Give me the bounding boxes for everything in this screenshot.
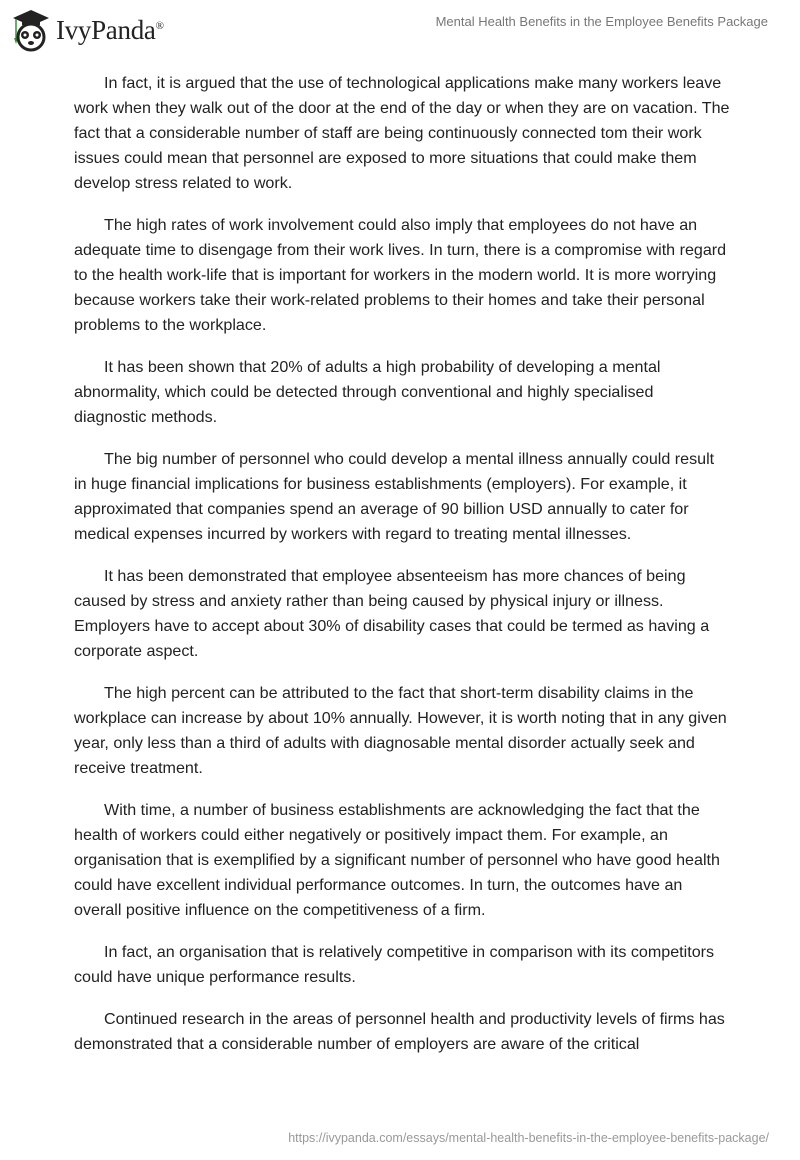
panda-graduate-icon <box>12 8 50 52</box>
paragraph: It has been demonstrated that employee absenteeism has more chances of being caused by stress and anxiety rather than being caused by physical injury or illness. Employers have to accept about 30% of disability cases that could be termed as having a corporate aspect. <box>74 567 710 660</box>
paragraph: The big number of personnel who could develop a mental illness annually could result in huge financial implications for business establishments (employers). For example, it approximated that companies spend an average of 90 billion USD annually to cater for medical expenses incurred by workers with regard to treating mental illnesses. <box>74 450 715 543</box>
paragraph: The high percent can be attributed to the fact that short-term disability claims in the workplace can increase by about 10% annually. However, it is worth noting that in any given year, only less than a third of adults with diagnosable mental disorder actually seek and receive treatment. <box>74 684 727 777</box>
paragraph: It has been shown that 20% of adults a high probability of developing a mental abnormality, which could be detected through conventional and highly specialised diagnostic methods. <box>74 358 661 426</box>
source-url[interactable]: https://ivypanda.com/essays/mental-health-benefits-in-the-employee-benefits-package/ <box>288 1131 769 1145</box>
logo-text: IvyPanda® <box>56 14 164 45</box>
paragraph: The high rates of work involvement could also imply that employees do not have an adequate time to disengage from their work lives. In turn, there is a compromise with regard to the health work-life that is important for workers in the modern world. It is more worrying because workers take their work-related problems to their homes and take their personal problems to the workplace. <box>74 216 727 334</box>
paragraph: Continued research in the areas of personnel health and productivity levels of firms has demonstrated that a considerable number of employers are aware of the critical <box>74 1010 725 1053</box>
ivypanda-logo[interactable] <box>12 8 164 52</box>
document-title: Mental Health Benefits in the Employee Benefits Package <box>435 14 768 29</box>
paragraph: In fact, it is argued that the use of technological applications make many workers leave work when they walk out of the door at the end of the day or when they are on vacation. The fact that a considerable number of staff are being continuously connected tom their work issues could mean that personnel are exposed to more situations that could make them develop stress related to work. <box>74 74 730 192</box>
essay-body <box>74 71 730 1074</box>
paragraph: With time, a number of business establishments are acknowledging the fact that the health of workers could either negatively or positively impact them. For example, an organisation that is exemplified by a significant number of personnel who have good health could have excellent individual performance outcomes. In turn, the outcomes have an overall positive influence on the competitiveness of a firm. <box>74 801 720 919</box>
paragraph: In fact, an organisation that is relatively competitive in comparison with its competitors could have unique performance results. <box>74 943 715 986</box>
